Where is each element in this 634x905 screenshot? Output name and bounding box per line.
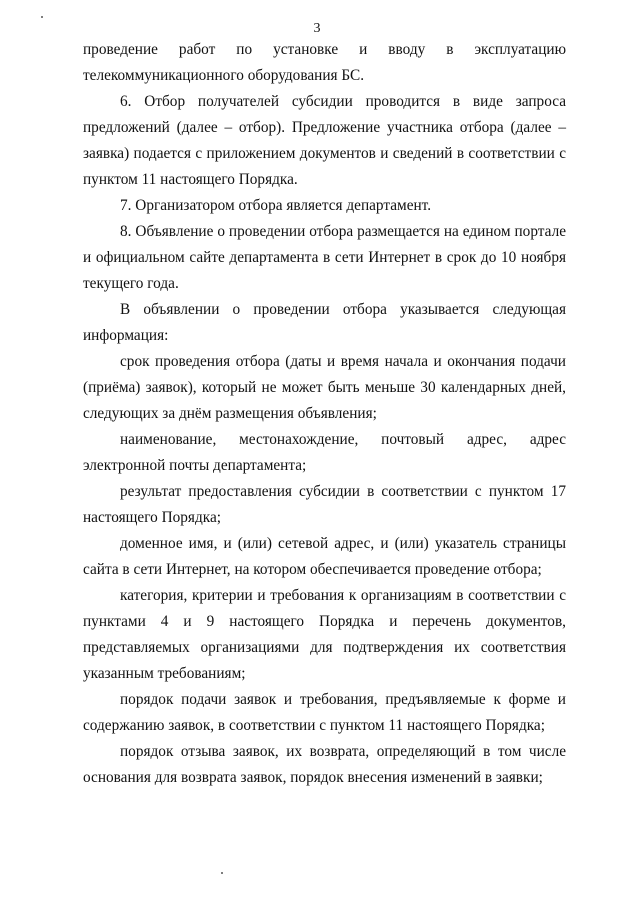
paragraph-item-7: 7. Организатором отбора является департамент.	[120, 197, 432, 214]
paragraph-list-item: порядок отзыва заявок, их возврата, определяющий в том числе основания для возврата заявок, порядок внесения изменений в заявки;	[83, 743, 566, 786]
paragraph-announcement-info: В объявлении о проведении отбора указывается следующая информация:	[83, 301, 566, 344]
paragraph-list-item: порядок подачи заявок и требования, предъявляемые к форме и содержанию заявок, в соответствии с пунктом 11 настоящего Порядка;	[83, 691, 566, 734]
paragraph-list-item: категория, критерии и требования к организациям в соответствии с пунктами 4 и 9 настоящего Порядка и перечень документов, представляемых организациями для подтверждения их соответствия указанным требованиям;	[83, 587, 566, 682]
paragraph-list-item: результат предоставления субсидии в соответствии с пунктом 17 настоящего Порядка;	[83, 483, 566, 526]
paragraph-list-item: доменное имя, и (или) сетевой адрес, и (или) указатель страницы сайта в сети Интернет, на котором обеспечивается проведение отбора;	[83, 535, 566, 578]
page-number: 3	[313, 21, 321, 36]
paragraph-list-item: наименование, местонахождение, почтовый адрес, адрес электронной почты департамента;	[83, 431, 566, 474]
paragraph-item-8: 8. Объявление о проведении отбора размещается на едином портале и официальном сайте департамента в сети Интернет в срок до 10 ноября текущего года.	[83, 223, 566, 292]
scan-speck	[221, 872, 223, 874]
document-body	[83, 37, 566, 791]
paragraph-list-item: срок проведения отбора (даты и время начала и окончания подачи (приёма) заявок), который не может быть меньше 30 календарных дней, следующих за днём размещения объявления;	[83, 353, 566, 422]
scan-speck	[41, 16, 43, 18]
paragraph-continuation: проведение работ по установке и вводу в эксплуатацию телекоммуникационного оборудования БС.	[83, 41, 566, 84]
paragraph-item-6: 6. Отбор получателей субсидии проводится в виде запроса предложений (далее – отбор). Предложение участника отбора (далее – заявка) подается с приложением документов и сведений в соответствии с пунктом 11 настоящего Порядка.	[83, 93, 566, 188]
